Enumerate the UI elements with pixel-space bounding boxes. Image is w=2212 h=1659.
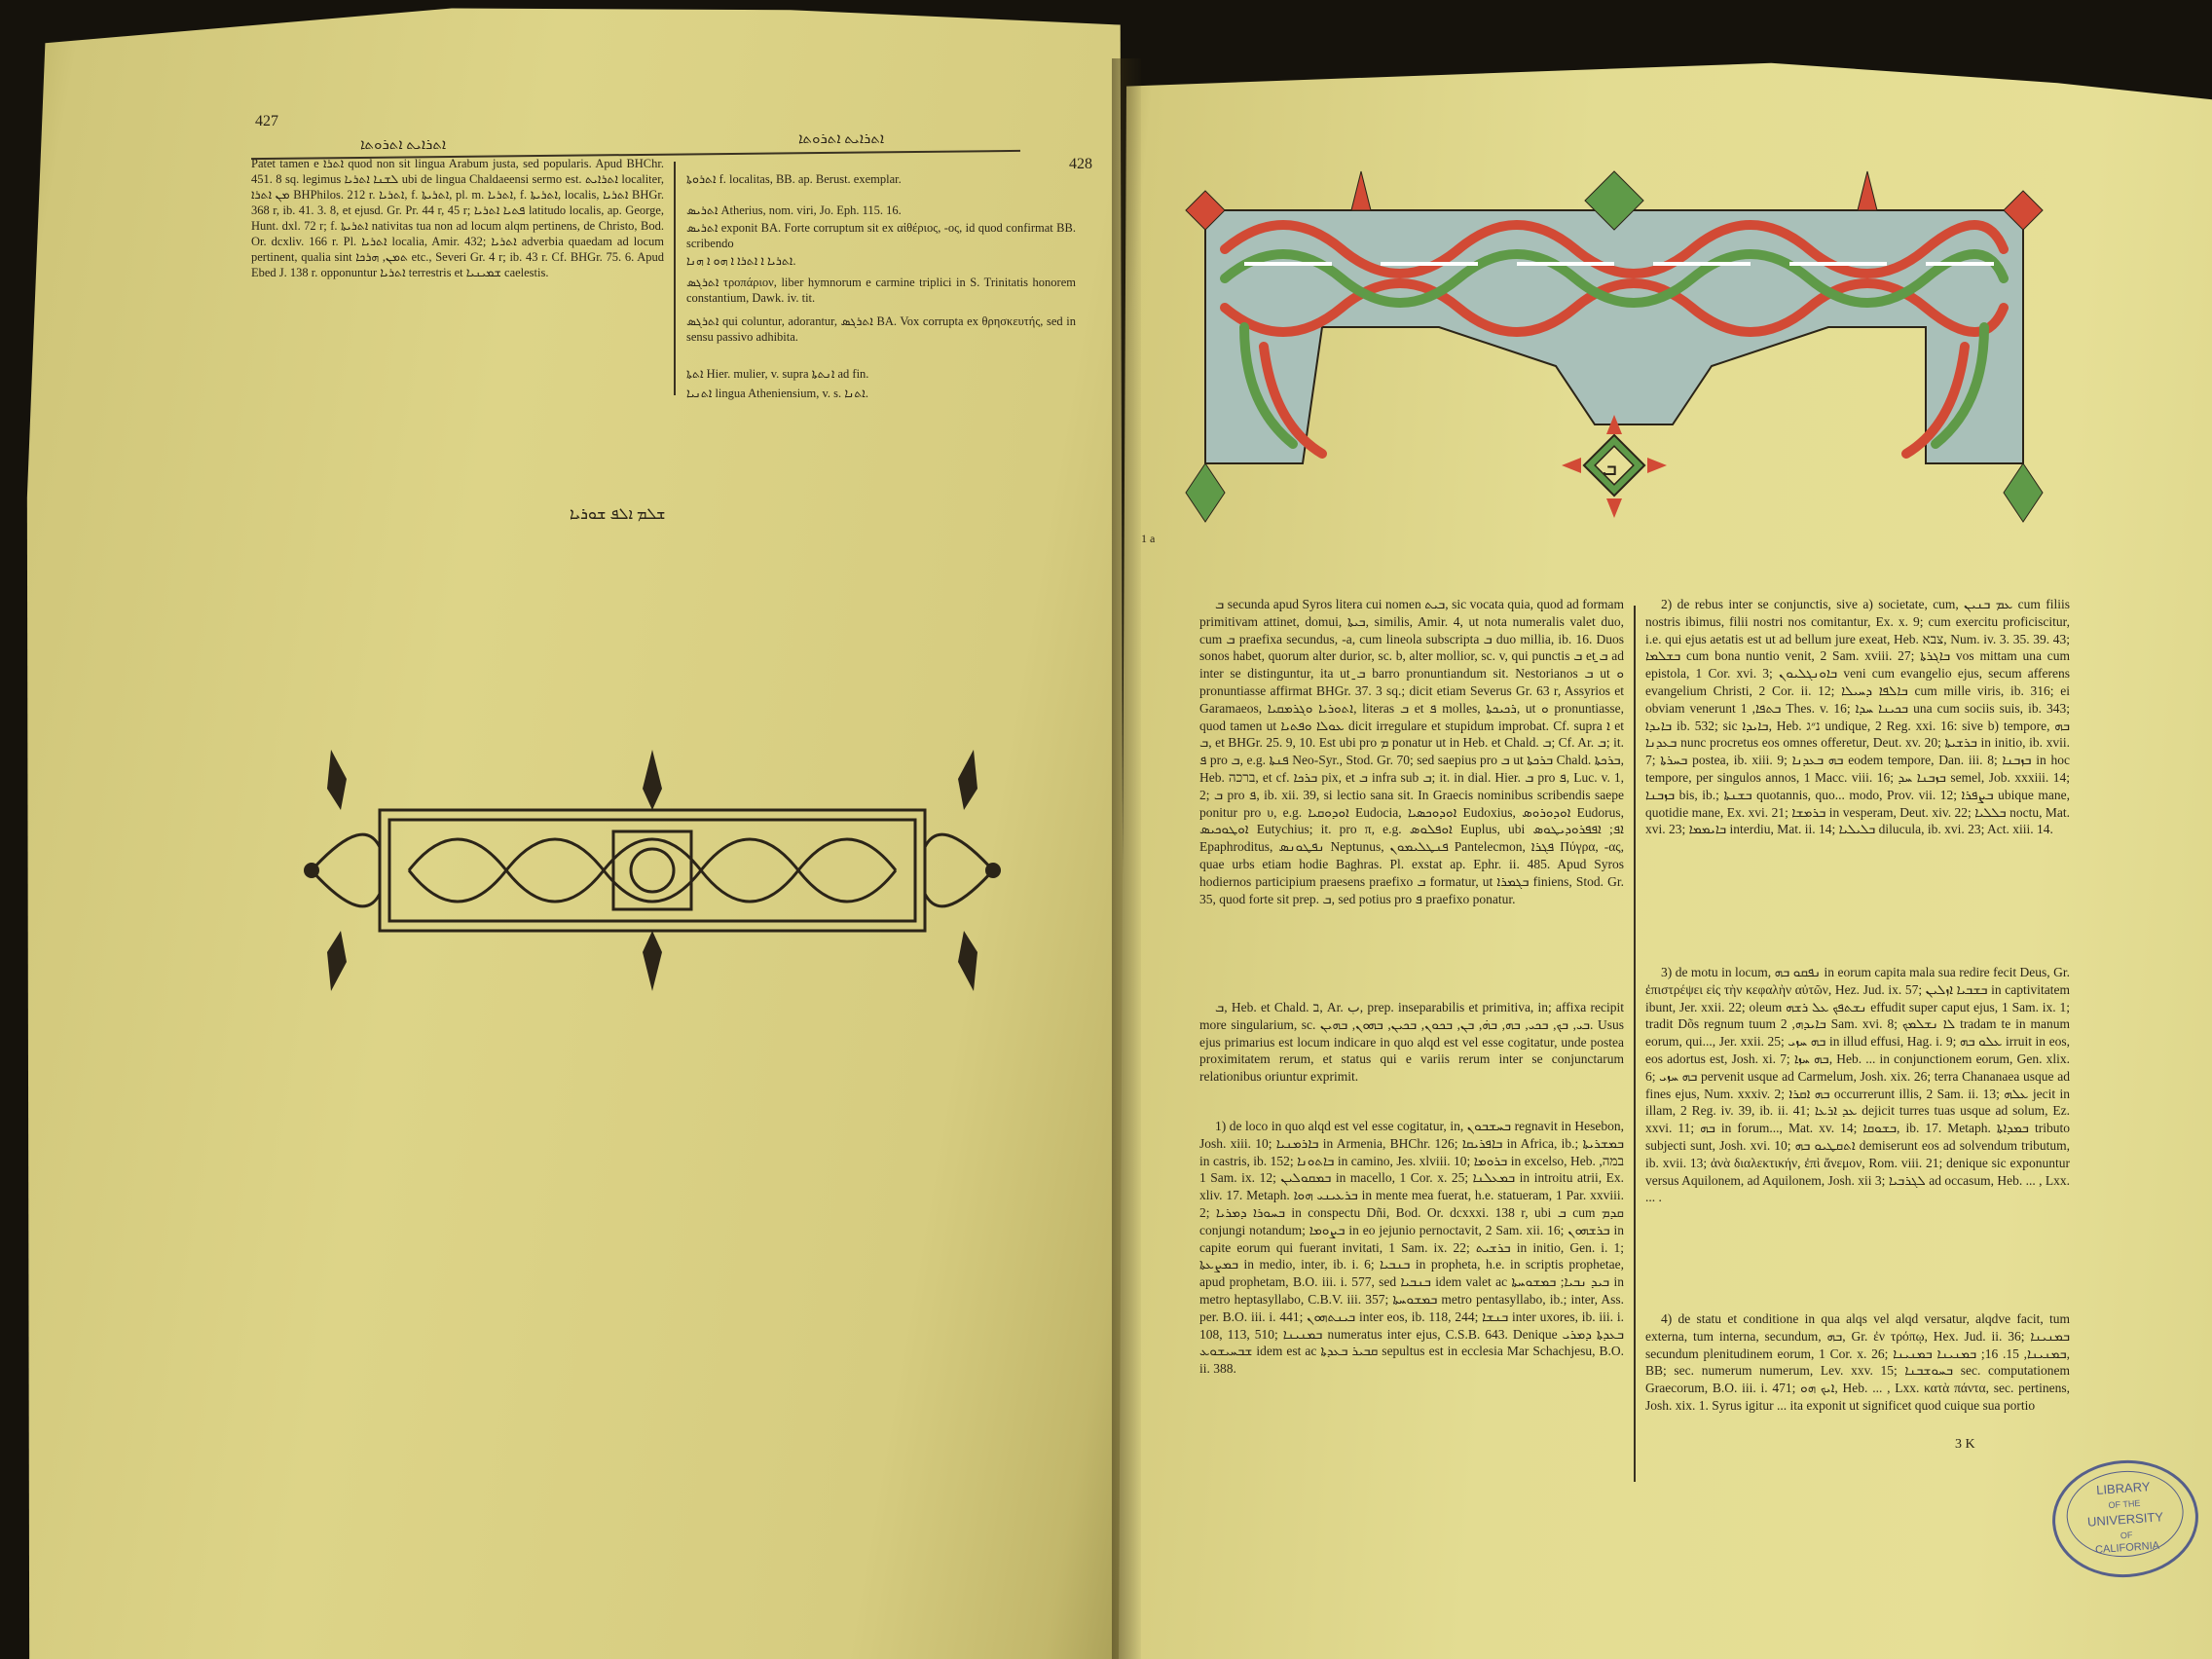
- col2-sense-4: 4) de statu et conditione in qua alqs vel alqd versatur, alqdve facit, tum externa, tum interna, secundum, ܒܗ, Gr. ἐν τρόπῳ, Hex. Jud. ii. 36; ܒܡܢܝܢܐ secundum plenitudinem eorum, 1 Cor. x. 26; ܒܡܢܝܢܐ, 15. 16; ܒܡܢܝܢܐ ܒܡܢܝܢܐ, BB; sec. numerum numerum, Lev. xxv. 15; ܒܚܘܫܒܢܐ sec. computationem Graecorum, B.O. iii. i. 471; ܐܝܟ ܗܘ, Heb. ... , Lxx. κατὰ πάντα, sec. pertinens, Josh. xix. 1. Syrus igitur ... ita exponit ut significet quod cuique sua portio: [1645, 1311, 2070, 1413]
- col1-sense-1: 1) de loco in quo alqd est vel esse cogitatur, in, ܒܚܫܒܘܢ regnavit in Hesebon, Josh. xiii. 10; ܒܐܪܡܢܝܐ in Armenia, BHChr. 126; ܒܐܦܪܝܩܐ in Africa, ib.; ܒܡܫܪܝܬܐ in castris, ib. 152; ܒܐܬܘܢܐ in camino, Jes. xlviii. 10; ܒܪܘܡܐ in excelso, Heb. במה, 1 Sam. ix. 12; ܒܡܩܘܠܝܢ in macello, 1 Cor. x. 25; ܒܡܥܠܢܐ in introitu atrii, Ex. xliv. 17. Metaph. ܒܪܥܝܢܝ ܗܘܐ in mente mea fuerat, h.e. statueram, 1 Par. xxviii. 2; ܒܚܘܪܐ ܕܡܪܝܐ in conspectu Dñi, Bod. Or. dcxxxi. 138 r, ubi ܒ cum ܩܕܡ conjungi notandum; ܒܨܘܡܐ in eo jejunio pernoctavit, 2 Sam. xii. 16; ܒܪܫܗܘܢ in capite eorum qui fuerant invitati, 1 Sam. ix. 22; ܒܪܫܝܬ in initio, Gen. i. 1; ܒܡܨܥܬܐ in medio, inter, ib. i. 6; ܒܢܒܝܐ in propheta, h.e. in scriptis prophetae, apud prophetam, B.O. iii. i. 577, sed ܒܢܒܝܐ idem valet ac ܒܝܕ ܢܒܝܐ; ܒܡܫܘܚܬܐ in metro heptasyllabo, C.B.V. iii. 357; ܒܡܫܘܚܬܐ metro pentasyllabo, ib.; inter, Ass. per. B.O. iii. i. 441; ܒܝܢܬܗܘܢ inter eos, ib. 118, 244; ܒܢܫܐ inter uxores, ib. iii. i. 108, 113, 510; ܒܡܢܝܢܐ numeratus inter ejus, C.S.B. 643. Denique ܒܥܕܬܐ ܕܡܪܝ ܫܒܚܝܫܘܥ idem est ac ܩܒܝܪ ܒܥܕܬܐ sepultus est in ecclesia Mar Schachjesu, B.O. ii. 388.: [1199, 1119, 1624, 1377]
- stamp-line-1: LIBRARY: [2095, 1479, 2151, 1497]
- entry-syriac-line: ܐܬܪܝܐ ܐ ܐܬܪܐ ܐ ܗܘ ܐ ܗܢܐ.: [686, 254, 796, 268]
- headpiece-ornament: [1186, 171, 2043, 600]
- col1-preposition: ܒ, Heb. et Chald. ב, Ar. ب, prep. inseparabilis et primitiva, in; affixa recipit more singularium, sc. ܒܝ, ܒܟ, ܒܟܝ, ܒܗ, ܒܗ̇, ܒܢ, ܒܟܘܢ, ܒܟܝܢ, ܒܗܘܢ, ܒܗܝܢ. Usus ejus primarius est locum indicare in quo alqd est vel esse cogitatur, unde postea proximitatem rerum, et status qui e variis rerum inter se conjunctarum relationibus oriuntur exprimit.: [1199, 1000, 1625, 1085]
- left-page-number: 427: [255, 113, 278, 129]
- tailpiece-ornament: [292, 750, 1013, 993]
- right-running-head-col: ܐܬܪܐܝܬ ܐܬܪܘܬܐ: [798, 131, 885, 147]
- stamp-line-4: OF: [2120, 1530, 2133, 1541]
- col2-sense-3: 3) de motu in locum, ܢܦܩܘ ܒܗ in eorum capita mala sua redire fecit Deus, Gr. ἐπιστρέψει εἰς τὴν κεφαλὴν αὐτῶν, Hez. Jud. ix. 57; ܒܫܒܝܐ ܐܙܠܝܢ in captivitatem ibunt, Jer. xxii. 22; oleum ܢܫܬܦܟ ܥܠ ܪܫܗ effudit super caput ejus, 1 Sam. ix. 1; tradit Dõs regnum tuum ܒܐܝܕܗ, 2 Sam. xvi. 8; ܠܐ ܢܫܠܡܟ tradam te in manum eorum, qui..., Jer. xxii. 25; ܒܗ ܚܙܝ in illud effusi, Hag. i. 9; ܥܠܘ ܒܗ irruit in eos, eos adortus est, Josh. xi. 7; ܒܗ ܚܙܐ, Heb. ... in conjunctionem eorum, Gen. xlix. 6; ܒܗ ܚܙܝ pervenit usque ad Carmelum, Josh. xix. 26; terra Chananaea usque ad fines ejus, Num. xxxiv. 2; ܒܗ ܐܩܪܐ occurrerunt illis, 2 Sam. ii. 13; ܥܠܗ jecit in illam, 2 Reg. iv. 39, ib. ii. 41; ܥܕ ܐܪܥܐ dejicit turres tuas usque ad solum, Ez. xxvi. 11; ܒܗ in forum..., Mat. xv. 14; ܒܫܘܩܐ, ib. 17. Metaph. ܒܡܕܐܬܐ tributo subjecti sunt, Josh. xvi. 10; ܐܬܩܛܝܘ ܒܗ demiserunt eos ad solvendum tributum, ib. xvii. 13; ἀνὰ διαλεκτικήν, ἐπὶ ἄνεμον, Rom. viii. 21; denique sic exponuntur versus Aquilonem, ad Aquilonem, Josh. xii 3; ܠܓܪܒܝܐ ad occasum, Heb. ... , Lxx. ... .: [1645, 965, 2071, 1205]
- signature-mark: 3 K: [1955, 1437, 1975, 1452]
- col2-sense-2: 2) de rebus inter se conjunctis, sive a) societate, cum, ܥܡ ܒܢܝܢ cum filiis nostris ibimus, filii nostri nos comitantur, Ex. x. 9; cum exercitu proficiscitur, i.e. qui ejus aetatis est ut ad bellum jure exeat, Heb. צבא, Num. iv. 3. 35. 39. 43; ܒܫܠܡܐ cum bona nuntio venit, 2 Sam. xviii. 27; ܒܐܓܪܬܐ vos mittam una cum epistola, 1 Cor. xvi. 3; ܒܐܘܢܓܠܝܘܢ veni cum evangelio ejus, secum afferens evangelium Christi, 2 Cor. ii. 12; ܒܐܠܦܐ ܕܚܝܠܐ cum mille viris, ib. 316; ei obviam venerunt ܒܬܦܐ, 1 Thes. v. 16; ܒܟܝܢܐ ܚܕܐ una cum sociis suis, ib. 343; ܒܐܝܕܐ ib. 532; sic ܒܐܝܕܐ, Heb. נ״ג undique, 2 Reg. xxi. 16: sive b) tempore, ܒܗ ܒܥܕܢܐ nunc procretus eos omnes offeretur, Deut. xv. 20; ܒܪܫܝܬܐ in initio, ib. xvii. 7; ܒܚܪܬܐ postea, ib. xiii. 9; ܒܗ ܒܥܕܢܐ eodem tempore, Dan. iii. 8; ܒܙܒܢܐ in hoc tempore, per singulos annos, 1 Macc. viii. 16; ܒܙܒܢܐ ܚܕ semel, Job. xxxiii. 14; ܒܙܒܢܐ bis, ib.; ܒܫܢܬܐ quotannis, quo... modo, Prov. vii. 12; ܒܨܦܪܐ ubique mane, quotidie mane, Ex. xvi. 21; ܒܪܡܫܐ in vesperam, Deut. xiv. 22; ܒܠܠܝܐ noctu, Mat. xvi. 23; ܒܐܝܡܡܐ interdiu, Mat. ii. 14; ܒܠܝܠܝܐ dilucula, ib. xvi. 23; Act. xiii. 14.: [1645, 597, 2071, 837]
- column-divider: [674, 162, 676, 395]
- entry-adorantur: ܐܬܪܓܣ qui coluntur, adorantur, ܐܬܪܓܣ BA. Vox corrupta ex θρησκευτής, sed in sensu passivo adhibita.: [686, 314, 1076, 344]
- entry-column-a: Patet tamen e ܐܬܪܐ quod non sit lingua Arabum justa, sed popularis. Apud BHChr. 451. 8 sq. legimus ܠܫܢܐ ܐܬܪܝܐ ubi de lingua Chaldaeensi sermo est. ܐܬܪܐܝܬ localiter, ܡܢ ܐܬܪܐ BHPhilos. 212 r. ܐܬܪܝܐ, f. ܐܬܪܝܬܐ, pl. m. ܐܬܪܝܐ, f. ܐܬܪܝܬܐ, localis, ܐܬܪܝܐ BHGr. 368 r, ib. 41. 3. 8, et ejusd. Gr. Pr. 44 r, 45 r; ܦܬܝܐ ܐܬܪܝܐ latitudo localis, ap. George, Hunt. dxl. 72 r; f. ܐܬܪܝܬܐ nativitas tua non ad locum alqm pertinens, de Christo, Bod. Or. dcxliv. 166 r. Pl. ܐܬܪܝܐ localia, Amir. 432; ܐܬܪܝܐ adverbia quaedam ad locum pertinent, qualia sint ܬܡܢ, ܗܪܟܐ etc., Severi Gr. 4 r; ib. 43 r. Cf. BHGr. 75. 6. Apud Ebed J. 138 r. opponuntur ܐܬܪܝܐ terrestris et ܫܡܝܢܝܐ caelestis.: [251, 157, 664, 279]
- entry-atherius: ܐܬܪܝܣ Atherius, nom. viri, Jo. Eph. 115. 16.: [686, 203, 902, 217]
- column-marker: 1 a: [1141, 532, 1156, 545]
- stamp-line-3: UNIVERSITY: [2086, 1509, 2164, 1530]
- right-column-divider: [1634, 606, 1636, 1482]
- colophon: ܫܠܡ ܐܠܦ ܫܘܪܝܐ: [570, 506, 666, 523]
- entry-localitas: ܐܬܪܘܬܐ f. localitas, BB. ap. Berust. exemplar.: [686, 172, 902, 186]
- stamp-line-2: OF THE: [2108, 1497, 2141, 1511]
- entry-atheniensium: ܐܬܢܝܐ lingua Atheniensium, v. s. ܐܬܢܐ.: [686, 387, 868, 400]
- book-gutter: [1112, 58, 1141, 1659]
- left-running-head: ܐܬܪܐܝܬ ܐܬܪܘܬܐ: [360, 137, 447, 153]
- stamp-line-5: CALIFORNIA: [2094, 1539, 2160, 1557]
- entry-corruptum: ܐܬܪܝܣ exponit BA. Forte corruptum sit ex αἰθέριος, -ος, id quod confirmat BB. scribendo: [686, 221, 1076, 250]
- entry-mulier: ܐܬܬܐ Hier. mulier, v. supra ܐܢܬܬܐ ad fin.: [686, 367, 869, 381]
- entry-troparion: ܐܬܪܓܣ τροπάριον, liber hymnorum e carmine triplici in S. Trinitatis honorem constantium, Dawk. iv. tit.: [686, 276, 1076, 305]
- initial-letter: ܒ: [1603, 456, 1618, 480]
- col1-definition: ܒ secunda apud Syros litera cui nomen ܒܝܬ, sic vocata quia, quod ad formam primitivam attinet, domui, ܒܝܬܐ, similis, Amir. 4, ut nota numeralis valet duo, cum ܒ praefixa secundus, -a, cum lineola subscripta ܒ duo millia, ib. 16. Duos sonos habet, quorum alter durior, sc. b, alter mollior, sc. v, qui punctis ܒ et ܒ̱ ad inter se distinguntur, ita ut ܒ̱ barro pronuntiandum sit. Nestorianos ܒ ut ܘ pronuntiasse affirmat BHGr. 37. 3 sq.; dicit etiam Severus Gr. 63 r, Assyrios et Garamaeos, ܐܬܘܪܝܐ ܘܓܪܡܩܝܐ, literas ܒ et ܦ molles, ܪܟܝܟܬܐ, ut ܘ pronuntiasse, quod tamen ut ܥܘܠܐ ܘܦܬܝܐ dicit irregulare et stupidum improbat. Cf. supra ܐ et ܒ, et BHGr. 25. 9, 10. Est ubi pro ܡ ponatur ut in Heb. et Chald. ܒ; Cf. Ar. ܒ; it. ܦ pro ܒ, e.g. ܦܢܬܐ Neo-Syr., Stod. Gr. 70; sed saepius pro ܒ ut ܒܪܟܬܐ Chald. ܒܪܟܬܐ, Heb. ברכה, et cf. ܒܪܟܐ pix, et ܒ infra sub ܒ; it. in dial. Hier. ܒ pro ܦ, Luc. v. 1, 2; ܒ pro ܦ, ib. xii. 39, si lectio sana sit. In Graecis nominibus scribendis saepe ponitur pro υ, e.g. ܐܘܕܘܩܝܐ Eudocia, ܐܘܕܘܟܣܝܐ Eudoxius, ܐܘܕܘܪܘܣ Eudorus, ܐܘܛܘܟܝܣ Eutychius; it. pro π, e.g. ܐܘܦܠܘܣ Euplus, ubi ܐܦ; ܐܦܦܪܘܕܝܛܘܣ Epaphroditus, ܢܦܛܘܢܣ Neptunus, ܦܢܛܠܝܡܘܢ Pantelecmon, ܦܓܪܐ Πύγρα, -ας, quae urbs etiam hodie Baghras. Pl. exstat ap. Ephr. ii. 485. Apud Syros hodiernos participium praesens praefixo ܒ formatur, ut ܒܓܡܪܐ finiens, Stod. Gr. 35, quod forte sit prep. ܒ, sed potius pro ܦ praefixo ponatur.: [1199, 597, 1625, 906]
- right-page-number: 428: [1069, 156, 1092, 172]
